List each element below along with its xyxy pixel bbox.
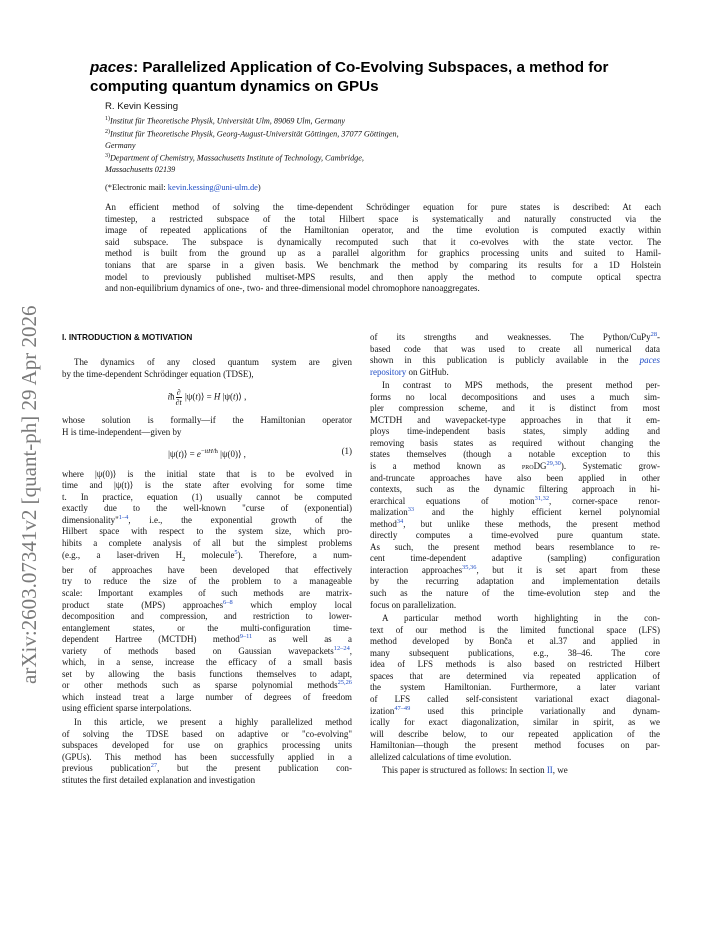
text-line: focus on parallelization. <box>370 599 457 610</box>
affiliation-text: Institut für Theoretische Physik, Georg-August-Universität Göttingen, 37077 Göttingen, <box>110 129 399 139</box>
affiliation-marker: 1) <box>105 116 110 122</box>
affiliation-text: Massachusetts 02139 <box>105 165 176 175</box>
abstract-line: image of repeated applications of the Hamiltonian operator, and the time evolution is computed exactly within <box>105 225 661 236</box>
text-line: such as the nature of the time-evolution step and the <box>370 588 660 599</box>
affiliation-line <box>105 127 575 140</box>
text-line: of solving the TDSE based on adaptive or "co-evolving" <box>62 728 352 739</box>
text-line: erarchical equations of motion$^{31,32}$, corner-space renor- <box>370 494 661 506</box>
right-para-4 <box>370 765 660 777</box>
text-line: MCTDH and wavepacket-type approaches in that it em- <box>370 414 660 425</box>
text-line: interaction approaches$^{35,36}$, but it is set apart from these <box>370 563 660 575</box>
text-line: As such, the present method bears resemblance to re- <box>370 541 660 552</box>
text-line: pler compression scheme, and it is distinct from most <box>370 403 660 414</box>
paces-link[interactable]: paces <box>639 355 660 366</box>
text-line: many subsequent publications, e.g., 38–46. The core <box>370 647 660 658</box>
affiliation-line <box>105 114 575 127</box>
text-line: or other methods such as sparse polynomial methods$^{25,26}$ <box>62 679 352 691</box>
text-line: is a method known as proDG$^{29,30}$). Systematic grow- <box>370 460 660 472</box>
text-line: repository on GitHub. <box>370 366 449 377</box>
affiliation-marker: 3) <box>105 153 110 160</box>
abstract-line: said subspace. The subspace is dynamically recomputed such that it co-evolves with the state vector. The <box>105 236 661 247</box>
text-line: where |ψ(0)⟩ is the initial state that is to be evolved in <box>62 468 352 479</box>
affiliation-text: Department of Chemistry, Massachusetts Institute of Technology, Cambridge, <box>110 153 364 163</box>
text-line: using efficient sparse interpolations. <box>62 703 192 714</box>
text-line: A particular method worth highlighting in the con- <box>382 613 660 624</box>
text-line: Hilbert space with respect to the system size, which pro- <box>62 526 352 537</box>
text-line: spaces that are determined via repeated application of <box>370 670 660 681</box>
text-line: set by allowing the basis functions themselves to adapt, <box>62 668 352 679</box>
right-para-3 <box>370 613 660 763</box>
affiliation-marker: 2) <box>105 128 110 135</box>
email-suffix: ) <box>257 183 261 192</box>
left-para-2 <box>62 415 352 438</box>
right-column <box>370 332 660 777</box>
left-para-4 <box>62 717 352 786</box>
text-line: decomposition and compression, and restriction to lower- <box>62 611 352 622</box>
text-line: contexts, such as the dynamic filtering approach in hi- <box>370 484 660 495</box>
right-para-1 <box>370 332 660 378</box>
affiliation-text: Institut für Theoretische Physik, Universität Ulm, 89069 Ulm, Germany <box>110 116 346 126</box>
left-para-1 <box>62 357 352 380</box>
text-line: stitutes the first detailed explanation and investigation <box>62 774 256 785</box>
formal-solution-equation: |ψ(t)⟩ = $e^{-itH/ħ}$ |ψ(0)⟩ , (1) <box>168 446 352 460</box>
abstract-line: timestep, a restricted subspace of the total Hilbert space is systematically and naturally constructed via the <box>105 213 661 224</box>
title-italic-word: paces <box>90 59 134 76</box>
text-line: In this article, we present a highly parallelized method <box>74 716 352 727</box>
paper-title <box>90 58 650 96</box>
text-line: entanglement states, or the multi-configuration time- <box>62 622 352 633</box>
text-line: t. In practice, equation (1) usually cannot be computed <box>62 491 352 502</box>
text-line: of LFS called self-consistent variational exact diagonal- <box>370 693 660 704</box>
text-line: The dynamics of any closed quantum system are given <box>74 357 352 367</box>
abstract-line: An efficient method of solving the time-dependent Schrödinger equation for pure states is described: At each <box>105 202 661 212</box>
abstract-line: tonians that are sparse in a given basis. We benchmark the method by comparing its results for a 1D Holstein <box>105 259 661 270</box>
affiliation-line <box>105 140 575 151</box>
text-line: malization$^{33}$ and the highly efficient kernel polynomial <box>370 506 660 518</box>
text-line: previous publication$^{27}$, but the present publication con- <box>62 762 352 774</box>
email-line <box>105 183 261 192</box>
affiliation-line <box>105 151 575 164</box>
text-line: idea of LFS methods is also based on restricted Hilbert <box>370 659 660 670</box>
text-line: variety of methods based on Gaussian wavepackets$^{12-24}$, <box>62 644 352 656</box>
left-column <box>62 332 352 786</box>
text-line: hibits a complete analysis of all but the simplest problems <box>62 538 352 548</box>
text-line: (GPUs). This method has been successfully applied in a <box>62 751 352 762</box>
text-line: method$^{34}$, but unlike these methods, the present method <box>370 517 660 529</box>
author-name: R. Kevin Kessing <box>105 101 179 112</box>
text-line: which instead treat a large number of degrees of freedom <box>62 691 352 702</box>
abstract-line: method is built from the ground up as a parallel algorithm for graphics processing units and suited to Hamil- <box>105 248 661 259</box>
text-line: text of our method is the limited functional space (LFS) <box>370 624 660 635</box>
text-line: scale: Important examples of such methods are matrix- <box>62 587 352 598</box>
text-line: removing basis states as required without changing the <box>370 437 660 448</box>
text-line: allelized calculations of time evolution. <box>370 751 512 762</box>
text-line: dependent Hartree (MCTDH) method$^{9-11}$ as well as a <box>62 633 352 645</box>
repository-link[interactable]: repository <box>370 366 407 377</box>
text-line: of its strengths and weaknesses. The Python/CuPy$^{28}$- <box>370 331 660 342</box>
equation-number: (1) <box>341 446 352 457</box>
text-line: ically for exact diagonalization, similar in spirit, as we <box>370 717 660 728</box>
text-line: states themselves (though a notable exception to this <box>370 449 660 460</box>
text-line: subspaces developed for use on graphics processing units <box>62 740 352 751</box>
text-line: ploys time-independent basis states, simply adding and <box>370 426 660 437</box>
text-line: time and |ψ(t)⟩ is the state after evolving for some time <box>62 480 352 491</box>
text-line: dimensionality"$^{1-4}$, i.e., the exponential growth of the <box>62 513 352 525</box>
text-line: based code that was used to create all numerical data <box>370 343 660 354</box>
right-para-2 <box>370 380 660 611</box>
left-para-3 <box>62 469 352 715</box>
affiliation-line <box>105 164 575 175</box>
text-line: In contrast to MPS methods, the present method per- <box>382 380 660 391</box>
text-line: ber of approaches have been developed that effectively <box>62 564 352 575</box>
text-line: forms no local decompositions and uses a much sim- <box>370 391 660 402</box>
email-prefix: (*Electronic mail: <box>105 183 168 192</box>
text-line: ization$^{47-49}$ used this principle variationally and dynam- <box>370 704 660 716</box>
section-ref[interactable]: II <box>546 765 553 776</box>
text-line: which, in a sense, increase the efficacy of a small basis <box>62 657 352 668</box>
text-line: product state (MPS) approaches$^{6-8}$ which employ local <box>62 598 352 610</box>
abstract <box>105 202 661 295</box>
text-line: the system Hamiltonian. Furthermore, a later variant <box>370 682 660 693</box>
text-line: directly computes a time-evolved pure quantum state. <box>370 530 660 541</box>
text-line: H is time-independent—given by <box>62 426 182 437</box>
text-line: by the time-dependent Schrödinger equation (TDSE), <box>62 368 254 379</box>
affiliation-text: Germany <box>105 140 136 150</box>
text-line: method developed by Bonča et al.37 and applied in <box>370 636 660 647</box>
section-heading: I. INTRODUCTION & MOTIVATION <box>62 333 193 342</box>
text-line: and-truncate approaches have also been applied in other <box>370 472 660 483</box>
tdse-equation: iħ ∂ ∂t |ψ(t)⟩ = H |ψ(t)⟩ , <box>167 388 247 408</box>
text-line: try to reduce the size of the problem to a manageable <box>62 576 352 587</box>
text-line: cent time-dependent adaptive (sampling) configuration <box>370 553 660 564</box>
title-line1-rest: : Parallelized Application of Co-Evolving Subspaces, a method for <box>133 59 609 76</box>
text-line: exactly due to the well-known "curse of (exponential) <box>62 503 352 514</box>
text-line: shown in this publication is publicly available in the paces <box>370 355 660 366</box>
text-line: will describe below, to our repeated application of the <box>370 728 660 739</box>
text-line: Hamiltonian—though the present method focuses on par- <box>370 740 660 751</box>
title-line2: computing quantum dynamics on GPUs <box>90 78 379 95</box>
text-line: (e.g., a laser-driven $H_2$ molecule$^5$). Therefore, a num- <box>62 548 352 563</box>
affiliations <box>105 114 575 175</box>
arxiv-stamp-text: arXiv:2603.07341v2 [quant-ph] 29 Apr 2026 <box>17 305 41 684</box>
text-line: whose solution is formally—if the Hamiltonian operator <box>62 415 352 426</box>
text-line: by the recurring adaptation and implementation details <box>370 576 660 587</box>
abstract-line: and non-equilibrium dynamics of one-, two- and three-dimensional model chromophore nanoaggregates. <box>105 283 480 294</box>
text-line: This paper is structured as follows: In section II, we <box>382 765 568 776</box>
abstract-line: model to previously published multiset-MPS results, and then apply the method to compute optical spectra <box>105 271 661 282</box>
email-link[interactable]: kevin.kessing@uni-ulm.de <box>167 183 258 192</box>
